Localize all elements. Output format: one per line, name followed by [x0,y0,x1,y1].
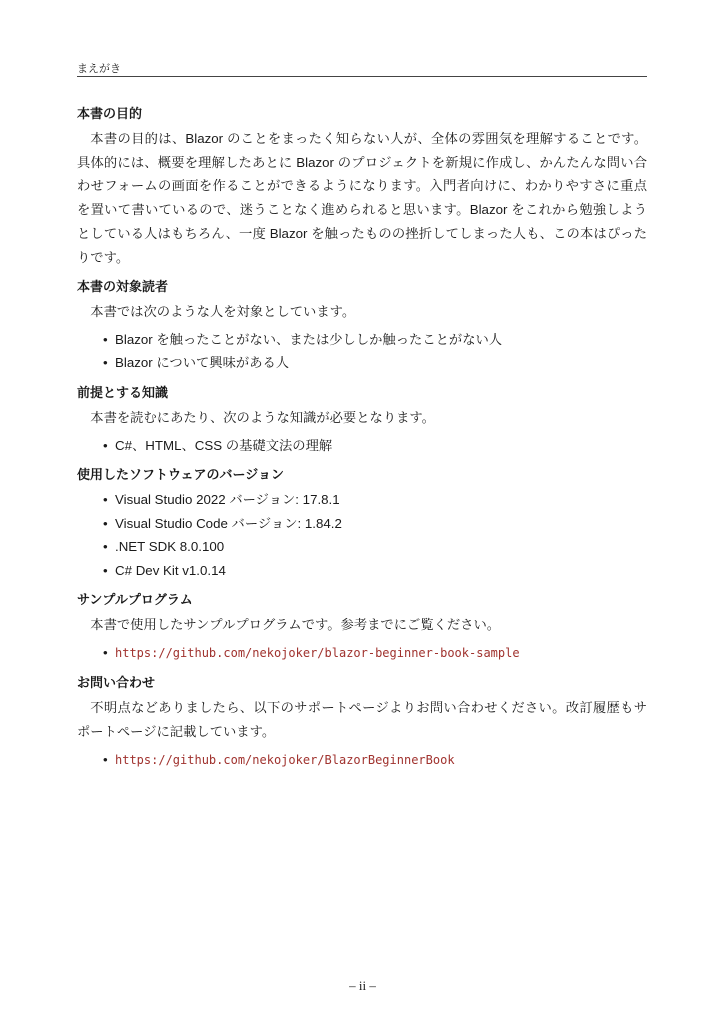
page-number: – ii – [349,978,376,993]
bullet-list [77,328,647,375]
page-content [77,105,647,781]
paragraph: 本書で使用したサンプルプログラムです。参考までにご覧ください。 [90,617,501,633]
section-audience [77,278,647,375]
list-item: • Blazor について興味がある人 [103,351,647,375]
section-purpose [77,105,647,269]
paragraph: 本書を読むにあたり、次のような知識が必要となります。 [90,409,435,425]
list-item: • Visual Studio 2022 バージョン: 17.8.1 [103,488,647,512]
section-contact [77,674,647,772]
section-heading: サンプルプログラム [77,592,193,608]
bullet-list [77,641,647,666]
section-software-versions [77,466,647,582]
section-heading: 使用したソフトウェアのバージョン [77,467,284,483]
paragraph: 不明点などありましたら、以下のサポートページよりお問い合わせください。改訂履歴もサポートページに記載しています。 [77,700,647,740]
support-page-link[interactable]: https://github.com/nekojoker/BlazorBeginnerBook [115,752,455,767]
bullet-list [77,434,647,458]
list-item: • C# Dev Kit v1.0.14 [103,559,647,583]
list-item: • C#、HTML、CSS の基礎文法の理解 [103,434,647,458]
paragraph: 本書では次のような人を対象としています。 [90,304,356,320]
list-item [103,641,647,666]
section-heading: お問い合わせ [77,675,156,691]
header-rule [77,76,647,77]
paragraph: 本書の目的は、Blazor のことをまったく知らない人が、全体の雰囲気を理解することです。具体的には、概要を理解したあとに Blazor のプロジェクトを新規に作成し、かんたんな問い合わせフォームの画面を作ることができるようになります。入門者向けに、わかりやすさに重点を置いて書いているので、迷うことなく進められると思います。Blazor をこれから勉強しようとしている人はもちろん、一度 Blazor を触ったものの挫折してしまった人も、この本はぴったりです。 [77,131,647,265]
list-item: • Visual Studio Code バージョン: 1.84.2 [103,512,647,536]
list-item: • Blazor を触ったことがない、または少ししか触ったことがない人 [103,328,647,352]
list-item [103,748,647,773]
section-heading: 本書の対象読者 [77,279,169,295]
section-heading: 本書の目的 [77,106,143,121]
section-prerequisites [77,384,647,457]
section-sample-program [77,591,647,665]
list-item: • .NET SDK 8.0.100 [103,535,647,559]
bullet-list [77,488,647,582]
bullet-list [77,748,647,773]
running-header: まえがき [77,63,121,75]
section-heading: 前提とする知識 [77,384,169,400]
sample-repo-link[interactable]: https://github.com/nekojoker/blazor-beginner-book-sample [115,645,520,660]
